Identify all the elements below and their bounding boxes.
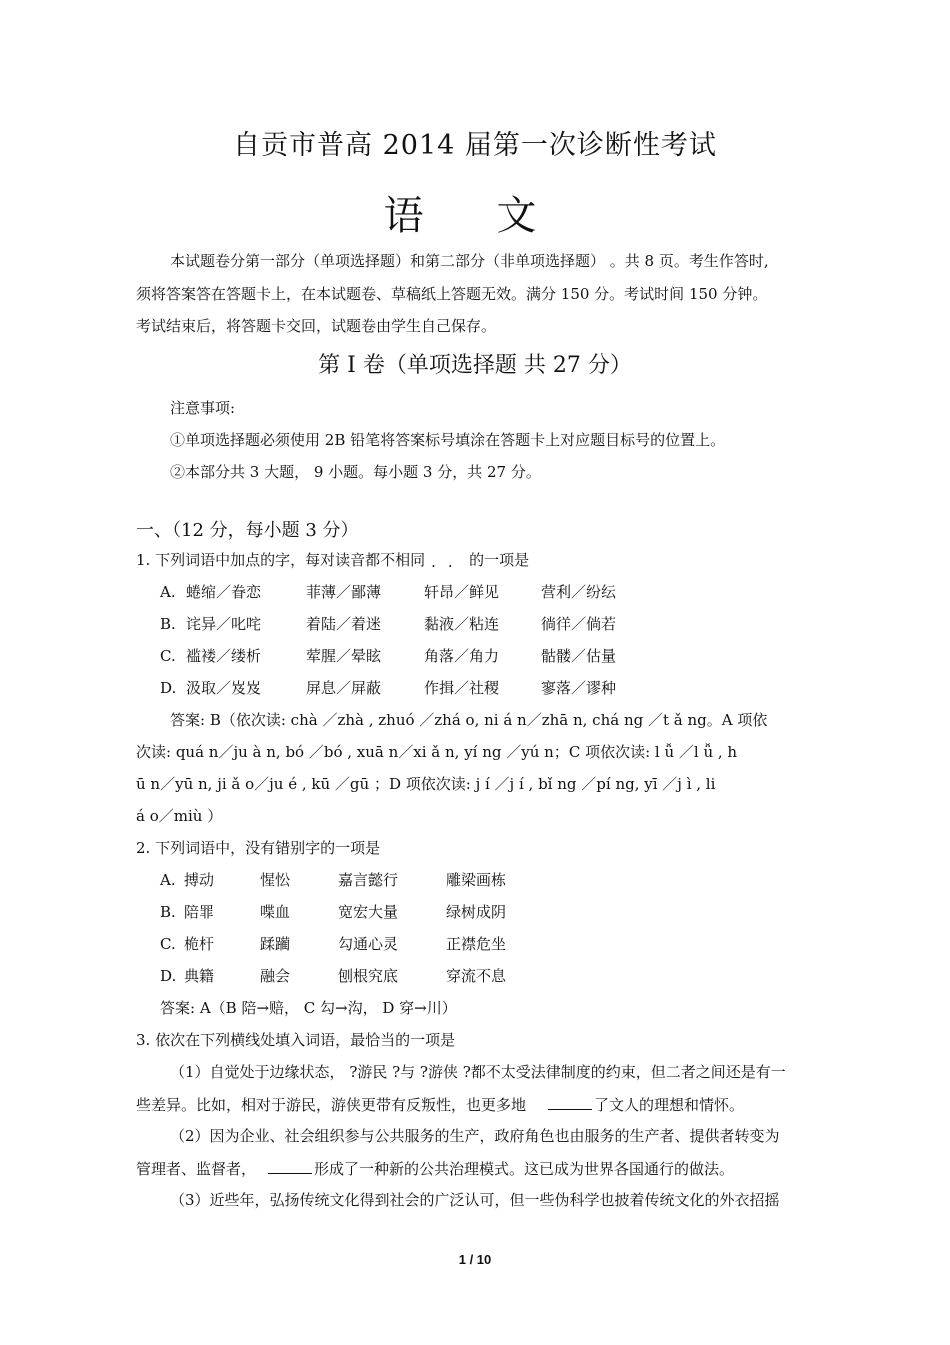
option-word: 穿流不息	[446, 967, 507, 985]
option-word: 陪罪	[184, 903, 215, 921]
option-word: 嘉言懿行	[338, 871, 399, 889]
page-number: 1 / 10	[458, 1252, 492, 1267]
q3-passage-3-line-1: （3）近些年，弘扬传统文化得到社会的广泛认可，但一些伪科学也披着传统文化的外衣招摇	[170, 1191, 780, 1209]
option-word: 作揖／社稷	[424, 679, 500, 697]
option-word: 蜷缩／眷恋	[186, 583, 262, 601]
option-word: 黏液／粘连	[424, 615, 500, 633]
section-title: 第 I 卷（单项选择题 共 27 分）	[318, 353, 632, 378]
q2-option-b	[160, 902, 506, 922]
option-word: 正襟危坐	[446, 935, 507, 953]
q1-option-d	[160, 678, 616, 698]
q3-passage-2-line-2	[136, 1158, 734, 1179]
option-word: 典籍	[184, 967, 215, 985]
q1-answer-line-4: á o／miù ）	[136, 807, 223, 825]
option-word: 寥落／谬种	[541, 679, 617, 697]
option-label: A.	[160, 583, 176, 601]
option-word: 雕梁画栋	[446, 871, 507, 889]
question-1-stem	[136, 550, 530, 575]
passage-text: 了文人的理想和情怀。	[594, 1096, 745, 1114]
q1-answer-line-2: 次读: quá n／ju à n, bó ／bó , xuā n／xi ǎ n, yí ng ／yú n；C 项依次读: l ǚ ／l ǚ , h	[136, 743, 738, 761]
option-word: 惺忪	[260, 871, 291, 889]
q1-option-b	[160, 614, 616, 634]
q1-answer-line-1: 答案: B（依次读: chà ／zhà , zhuó ／zhá o, ni á n／zhā n, chá ng ／t ǎ ng。A 项依	[170, 711, 768, 729]
option-word: 喋血	[260, 903, 291, 921]
option-label: D.	[160, 679, 177, 697]
option-label: B.	[160, 615, 176, 633]
option-word: 角落／角力	[424, 647, 500, 665]
q1-option-c	[160, 646, 616, 666]
intro-line-3: 考试结束后，将答题卡交回，试题卷由学生自己保存。	[136, 317, 497, 335]
option-label: B.	[160, 903, 176, 921]
option-label: A.	[160, 871, 176, 889]
subject-title: 语 文	[383, 193, 567, 239]
option-word: 营利／纷纭	[541, 583, 617, 601]
option-word: 刨根究底	[338, 967, 399, 985]
answer-blank	[548, 1094, 592, 1110]
passage-text: 些差异。比如，相对于游民，游侠更带有反叛性，也更多地	[136, 1096, 527, 1114]
emphasis-dots: ··	[431, 557, 465, 575]
q2-option-c	[160, 934, 506, 954]
option-word: 褴褛／缕析	[186, 647, 262, 665]
q2-option-d	[160, 966, 506, 986]
option-word: 徜徉／倘若	[541, 615, 617, 633]
option-word: 轩昂／鲜见	[424, 583, 500, 601]
option-word: 绿树成阴	[446, 903, 507, 921]
question-3-stem: 3. 依次在下列横线处填入词语，最恰当的一项是	[136, 1031, 456, 1049]
question-2-stem: 2. 下列词语中，没有错别字的一项是	[136, 839, 381, 857]
q2-option-a	[160, 870, 506, 890]
option-word: 汲取／岌岌	[186, 679, 262, 697]
answer-blank	[268, 1158, 312, 1174]
option-word: 融会	[260, 967, 291, 985]
notice-title: 注意事项:	[170, 399, 236, 417]
q1-option-a	[160, 582, 616, 602]
option-word: 菲薄／鄙薄	[306, 583, 382, 601]
option-label: D.	[160, 967, 177, 985]
option-word: 蹂躏	[260, 935, 291, 953]
option-word: 骷髅／估量	[541, 647, 617, 665]
q3-passage-1-line-2	[136, 1094, 744, 1115]
option-word: 屏息／屏蔽	[306, 679, 382, 697]
intro-line-1: 本试题卷分第一部分（单项选择题）和第二部分（非单项选择题） 。共 8 页。考生作答时,	[170, 252, 769, 270]
option-label: C.	[160, 935, 176, 953]
option-word: 桅杆	[184, 935, 215, 953]
option-label: C.	[160, 647, 176, 665]
option-word: 诧异／叱咤	[186, 615, 262, 633]
q3-passage-1-line-1: （1）自觉处于边缘状态， ?游民 ?与 ?游侠 ?都不太受法律制度的约束，但二者之间还是有一	[170, 1063, 786, 1081]
notice-item-2: ②本部分共 3 大题， 9 小题。每小题 3 分，共 27 分。	[170, 463, 541, 481]
option-word: 勾通心灵	[338, 935, 399, 953]
option-word: 搏动	[184, 871, 215, 889]
option-word: 荤腥／晕眩	[306, 647, 382, 665]
question-1-stem-text: 1. 下列词语中加点的字，每对读音都不相同	[136, 551, 426, 569]
passage-text: 形成了一种新的公共治理模式。这已成为世界各国通行的做法。	[314, 1160, 735, 1178]
q3-passage-2-line-1: （2）因为企业、社会组织参与公共服务的生产，政府角色也由服务的生产者、提供者转变为	[170, 1127, 780, 1145]
notice-item-1: ①单项选择题必须使用 2B 铅笔将答案标号填涂在答题卡上对应题目标号的位置上。	[170, 431, 726, 449]
exam-title: 自贡市普高 2014 届第一次诊断性考试	[233, 130, 717, 161]
intro-line-2: 须将答案答在答题卡上，在本试题卷、草稿纸上答题无效。满分 150 分。考试时间 150 分钟。	[136, 285, 768, 303]
part-one-title: 一、（12 分，每小题 3 分）	[136, 520, 359, 541]
option-word: 着陆／着迷	[306, 615, 382, 633]
passage-text: 管理者、监督者，	[136, 1160, 257, 1178]
question-1-stem-end: 的一项是	[469, 551, 530, 569]
option-word: 宽宏大量	[338, 903, 399, 921]
q2-answer: 答案: A（B 陪→赔， C 勾→沟， D 穿→川）	[160, 999, 457, 1017]
q1-answer-line-3: ū n／yū n, ji ǎ o／ju é , kū ／gū ；D 项依次读: j í ／j í , bǐ ng ／pí ng, yī ／j ì , li	[136, 775, 716, 793]
